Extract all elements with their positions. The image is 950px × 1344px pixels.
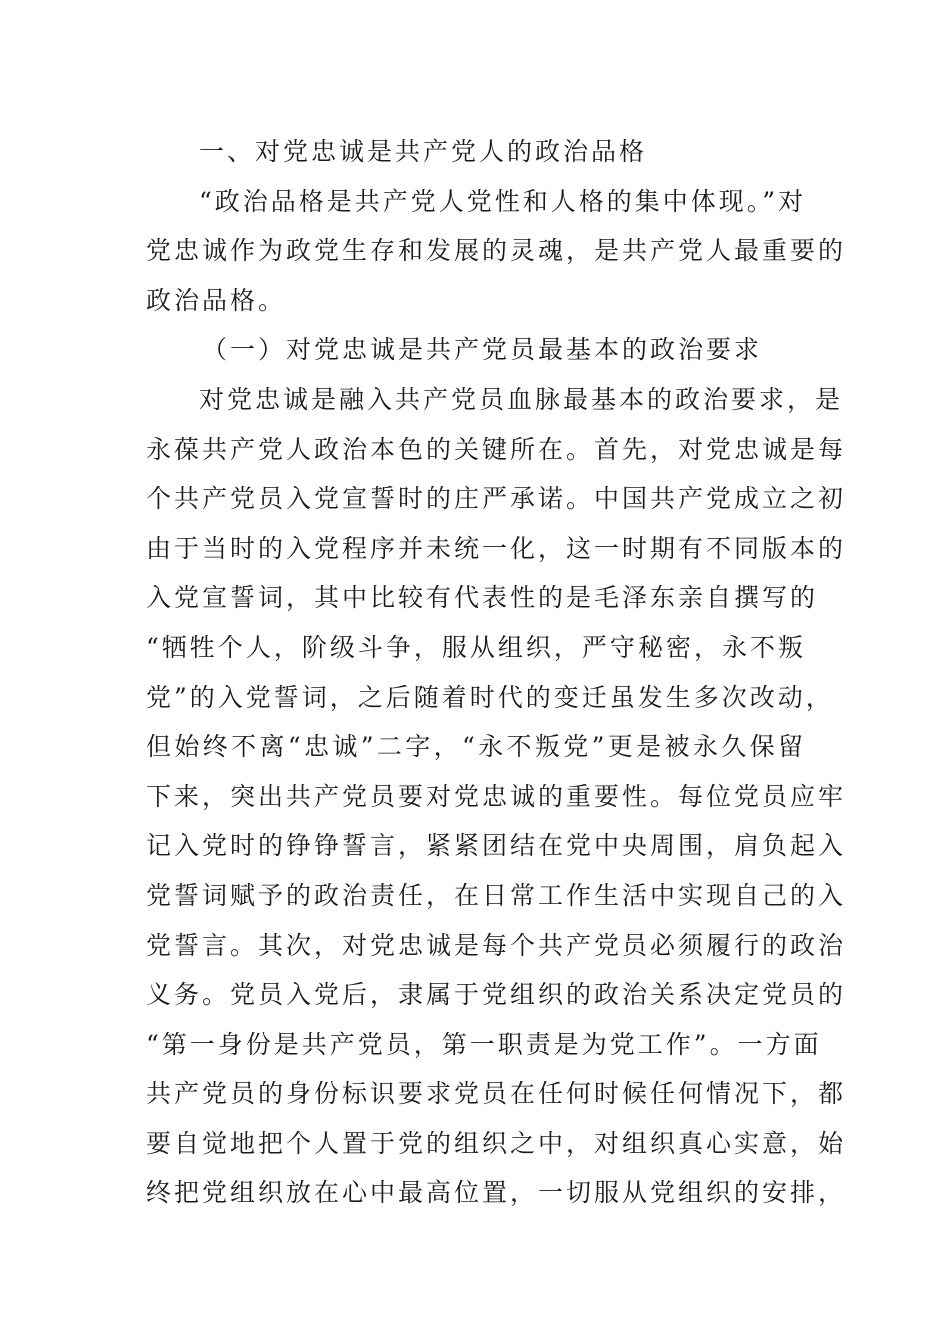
paragraph-2-line: 永葆共产党人政治本色的关键所在。首先，对党忠诚是每 bbox=[146, 434, 847, 464]
paragraph-2-line: 入党宣誓词，其中比较有代表性的是毛泽东亲自撰写的 bbox=[146, 583, 819, 613]
paragraph-2-line: 个共产党员入党宣誓时的庄严承诺。中国共产党成立之初 bbox=[146, 484, 847, 514]
paragraph-2-line: “第一身份是共产党员，第一职责是为党工作”。一方面 bbox=[146, 1029, 822, 1059]
paragraph-1-line: 党忠诚作为政党生存和发展的灵魂，是共产党人最重要的 bbox=[146, 236, 847, 266]
paragraph-2-line: 终把党组织放在心中最高位置，一切服从党组织的安排， bbox=[146, 1178, 847, 1208]
paragraph-2-line: 但始终不离“忠诚”二字，“永不叛党”更是被永久保留 bbox=[146, 732, 806, 762]
section-heading-1: 一、对党忠诚是共产党人的政治品格 bbox=[199, 137, 648, 166]
paragraph-2-line: 义务。党员入党后，隶属于党组织的政治关系决定党员的 bbox=[146, 980, 847, 1010]
paragraph-2-line: 下来，突出共产党员要对党忠诚的重要性。每位党员应牢 bbox=[146, 781, 847, 811]
paragraph-2-line: 由于当时的入党程序并未统一化，这一时期有不同版本的 bbox=[146, 533, 847, 563]
paragraph-1 bbox=[146, 177, 847, 326]
paragraph-2-line: 记入党时的铮铮誓言，紧紧团结在党中央周围，肩负起入 bbox=[146, 831, 847, 861]
paragraph-1-line: “政治品格是共产党人党性和人格的集中体现。”对 bbox=[199, 186, 807, 216]
paragraph-2-line: 党誓词赋予的政治责任，在日常工作生活中实现自己的入 bbox=[146, 880, 847, 910]
paragraph-2-line: “牺牲个人，阶级斗争，服从组织，严守秘密，永不叛 bbox=[146, 632, 806, 662]
paragraph-2-line: 党誓言。其次，对党忠诚是每个共产党员必须履行的政治 bbox=[146, 930, 847, 960]
paragraph-2-line: 要自觉地把个人置于党的组织之中，对组织真心实意，始 bbox=[146, 1128, 847, 1158]
paragraph-2 bbox=[146, 375, 847, 1218]
paragraph-2-line: 共产党员的身份标识要求党员在任何时候任何情况下，都 bbox=[146, 1079, 847, 1109]
document-body bbox=[146, 127, 847, 1218]
paragraph-1-line: 政治品格。 bbox=[146, 285, 287, 315]
paragraph-2-line: 党”的入党誓词，之后随着时代的变迁虽发生多次改动， bbox=[146, 682, 834, 712]
paragraph-2-line: 对党忠诚是融入共产党员血脉最基本的政治要求，是 bbox=[199, 384, 844, 414]
section-heading-2: （一）对党忠诚是共产党员最基本的政治要求 bbox=[202, 335, 763, 365]
